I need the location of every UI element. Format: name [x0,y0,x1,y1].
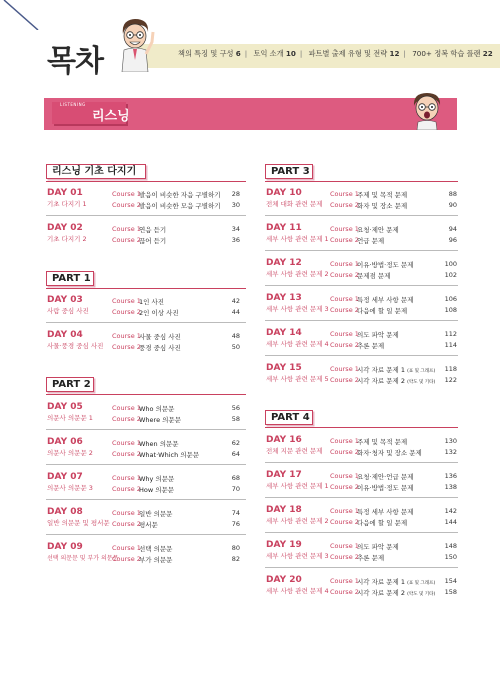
page-header [0,0,500,78]
day-05-course-2-title[interactable]: Where 의문문 [139,416,181,424]
day-10-label: DAY 10 [266,188,302,198]
day-13-course-2-title[interactable]: 다음에 할 일 문제 [357,307,408,315]
day-03-course-2-title[interactable]: 2인 이상 사진 [139,309,179,317]
day-03-course-1-page: 42 [231,297,240,305]
section-rule [265,181,458,182]
day-18-subtitle: 세부 사항 관련 문제 2 [266,517,329,525]
divider [46,464,246,465]
banner-subtitle: LISTENING [60,102,86,107]
day-05-subtitle: 의문사 의문문 1 [47,414,93,422]
day-14-course-1-label: Course 1 [330,330,359,338]
day-07-course-1-page: 68 [231,474,240,482]
day-09-subtitle: 선택 의문문 및 부가 의문문 [47,555,119,562]
day-02-course-1-page: 34 [231,225,240,233]
day-06-course-1-page: 62 [231,439,240,447]
day-10-course-1-page: 88 [448,190,457,198]
day-20-course-2-page: 158 [444,588,457,596]
day-16-course-1-label: Course 1 [330,437,359,445]
day-20-course-1-label: Course 1 [330,577,359,585]
day-07-label: DAY 07 [47,472,83,482]
day-07-course-1-title[interactable]: Why 의문문 [139,475,175,483]
day-19-course-2-title[interactable]: 추론 문제 [357,554,385,562]
day-18-course-2-label: Course 2 [330,518,359,526]
day-18-course-1-page: 142 [444,507,457,515]
day-10-course-1-label: Course 1 [330,190,359,198]
day-14-label: DAY 14 [266,328,302,338]
day-18-course-1-title[interactable]: 특정 세부 사항 문제 [357,508,414,516]
day-01-course-1-page: 28 [231,190,240,198]
divider [265,215,458,216]
divider [265,462,458,463]
day-14-course-2-page: 114 [444,341,457,349]
day-01-course-2-label: Course 2 [112,201,141,209]
divider [265,497,458,498]
day-20-course-2-title-note: (약도 및 기타) [407,592,436,597]
day-19-course-2-label: Course 2 [330,553,359,561]
day-10-course-2-page: 90 [448,201,457,209]
day-11-course-2-title[interactable]: 언급 문제 [357,237,385,245]
divider [265,567,458,568]
day-05-label: DAY 05 [47,402,83,412]
day-10-course-2-title[interactable]: 화자 및 장소 문제 [357,202,408,210]
day-13-course-1-title[interactable]: 특정 세부 사항 문제 [357,296,414,304]
day-08-label: DAY 08 [47,507,83,517]
day-15-course-2-label: Course 2 [330,376,359,384]
day-03-label: DAY 03 [47,295,83,305]
day-01-course-2-page: 30 [231,201,240,209]
day-08-course-1-label: Course 1 [112,509,141,517]
day-06-label: DAY 06 [47,437,83,447]
day-02-course-2-label: Course 2 [112,236,141,244]
section-part-4: PART 4 [265,410,313,425]
day-15-course-2-title-text: 시각 자료 문제 2 [357,377,406,385]
day-19-course-1-page: 148 [444,542,457,550]
day-16-course-1-page: 130 [444,437,457,445]
section-rule [46,181,246,182]
day-02-label: DAY 02 [47,223,83,233]
day-05-course-1-title[interactable]: Who 의문문 [139,405,175,413]
day-09-course-1-title[interactable]: 선택 의문문 [139,545,173,553]
section-rule [265,427,458,428]
day-03-course-2-label: Course 2 [112,308,141,316]
section-part-1: PART 1 [46,271,94,286]
day-14-subtitle: 세부 사항 관련 문제 4 [266,340,329,348]
day-20-label: DAY 20 [266,575,302,585]
day-08-course-2-page: 76 [231,520,240,528]
day-19-label: DAY 19 [266,540,302,550]
day-11-course-1-label: Course 1 [330,225,359,233]
day-20-course-1-page: 154 [444,577,457,585]
day-17-course-2-label: Course 2 [330,483,359,491]
day-15-course-1-page: 118 [444,365,457,373]
nav-features[interactable]: 책의 특징 및 구성 [178,49,234,58]
day-13-subtitle: 세부 사항 관련 문제 3 [266,305,329,313]
day-09-course-1-page: 80 [231,544,240,552]
day-06-subtitle: 의문사 의문문 2 [47,449,93,457]
day-15-course-1-title[interactable] [357,365,435,374]
day-20-course-1-title[interactable] [357,577,435,586]
day-15-course-2-page: 122 [444,376,457,384]
day-12-course-1-title[interactable]: 이유·방법·정도 문제 [357,261,414,269]
day-01-course-2-title[interactable]: 발음이 비슷한 모음 구별하기 [139,202,221,210]
day-16-subtitle: 전체 지문 관련 문제 [266,447,323,455]
day-14-course-2-title[interactable]: 추론 문제 [357,342,385,350]
day-17-course-1-label: Course 1 [330,472,359,480]
day-11-course-1-page: 94 [448,225,457,233]
day-20-subtitle: 세부 사항 관련 문제 4 [266,587,329,595]
day-10-course-1-title[interactable]: 주제 및 목적 문제 [357,191,408,199]
day-18-course-2-page: 144 [444,518,457,526]
day-14-course-1-title[interactable]: 의도 파악 문제 [357,331,399,339]
day-06-course-2-page: 64 [231,450,240,458]
day-18-course-1-label: Course 1 [330,507,359,515]
day-17-course-2-title[interactable]: 이유·방법·정도 문제 [357,484,414,492]
divider [265,355,458,356]
day-06-course-2-label: Course 2 [112,450,141,458]
day-08-subtitle: 일반 의문문 및 평서문 [47,519,110,527]
day-08-course-2-title[interactable]: 평서문 [139,521,158,529]
day-19-subtitle: 세부 사항 관련 문제 3 [266,552,329,560]
corner-decoration [0,0,40,30]
day-11-course-2-label: Course 2 [330,236,359,244]
day-06-course-1-title[interactable]: When 의문문 [139,440,179,448]
day-20-course-2-title-text: 시각 자료 문제 2 [357,589,406,597]
day-16-label: DAY 16 [266,435,302,445]
day-02-course-2-page: 36 [231,236,240,244]
day-06-course-2-title[interactable]: What·Which 의문문 [139,451,200,459]
day-11-course-1-title[interactable]: 요청·제안 문제 [357,226,399,234]
day-15-course-1-title-note: (표 및 그래프) [407,369,436,374]
day-05-course-1-label: Course 1 [112,404,141,412]
day-04-course-1-title[interactable]: 사물 중심 사진 [139,333,181,341]
day-07-course-2-label: Course 2 [112,485,141,493]
divider [46,499,246,500]
nav-study-plan[interactable]: 700+ 정복 학습 플랜 [412,49,481,58]
divider [46,429,246,430]
day-20-course-2-title[interactable] [357,588,435,597]
day-19-course-2-page: 150 [444,553,457,561]
day-15-course-1-title-text: 시각 자료 문제 1 [357,366,406,374]
divider [46,215,246,216]
teacher-face-icon [410,90,444,130]
day-16-course-2-title[interactable]: 화자·청자 및 장소 문제 [357,449,422,457]
day-12-subtitle: 세부 사항 관련 문제 2 [266,270,329,278]
day-13-course-1-page: 106 [444,295,457,303]
day-09-course-2-page: 82 [231,555,240,563]
day-18-label: DAY 18 [266,505,302,515]
divider [46,322,246,323]
day-02-subtitle: 기초 다지기 2 [47,235,87,243]
day-03-course-1-title[interactable]: 1인 사진 [139,298,165,306]
day-08-course-2-label: Course 2 [112,520,141,528]
day-14-course-1-page: 112 [444,330,457,338]
section-rule [46,394,246,395]
day-09-label: DAY 09 [47,542,83,552]
day-08-course-1-page: 74 [231,509,240,517]
day-12-course-2-page: 102 [444,271,457,279]
day-13-course-2-page: 108 [444,306,457,314]
banner-title: 리스닝 [92,109,130,124]
day-04-subtitle: 사물·풍경 중심 사진 [47,342,104,350]
day-12-course-2-title[interactable]: 문제점 문제 [357,272,391,280]
day-15-course-2-title-note: (약도 및 기타) [407,380,436,385]
day-10-subtitle: 전체 대화 관련 문제 [266,200,323,208]
day-08-course-1-title[interactable]: 일반 의문문 [139,510,173,518]
day-11-course-2-page: 96 [448,236,457,244]
day-01-course-1-title[interactable]: 발음이 비슷한 자음 구별하기 [139,191,221,199]
day-13-label: DAY 13 [266,293,302,303]
day-01-label: DAY 01 [47,188,83,198]
day-13-course-2-label: Course 2 [330,306,359,314]
header-nav: 책의 특징 및 구성 6 | 토익 소개 10 | 파트별 출제 유형 및 전략 12 | 700+ 정복 학습 플랜 22 [178,49,493,58]
day-03-course-1-label: Course 1 [112,297,141,305]
day-18-course-2-title[interactable]: 다음에 할 일 문제 [357,519,408,527]
day-02-course-1-title[interactable]: 연음 듣기 [139,226,167,234]
day-17-subtitle: 세부 사항 관련 문제 1 [266,482,329,490]
day-04-course-2-title[interactable]: 풍경 중심 사진 [139,344,181,352]
day-20-course-1-title-note: (표 및 그래프) [407,581,436,586]
day-04-course-1-label: Course 1 [112,332,141,340]
day-07-subtitle: 의문사 의문문 3 [47,484,93,492]
nav-study-plan-page: 22 [482,49,493,58]
day-17-course-2-page: 138 [444,483,457,491]
day-20-course-1-title-text: 시각 자료 문제 1 [357,578,406,586]
divider [265,285,458,286]
day-02-course-1-label: Course 1 [112,225,141,233]
nav-toeic-intro-page: 10 [285,49,296,58]
nav-part-strategy-page: 12 [389,49,400,58]
day-11-subtitle: 세부 사항 관련 문제 1 [266,235,329,243]
day-10-course-2-label: Course 2 [330,201,359,209]
divider [265,250,458,251]
page-title: 목차 [47,44,103,79]
section-basics: 리스닝 기초 다지기 [46,164,146,179]
day-15-subtitle: 세부 사항 관련 문제 5 [266,375,329,383]
day-06-course-1-label: Course 1 [112,439,141,447]
day-12-label: DAY 12 [266,258,302,268]
day-11-label: DAY 11 [266,223,302,233]
day-07-course-2-page: 70 [231,485,240,493]
day-17-course-1-title[interactable]: 요청·제안·언급 문제 [357,473,414,481]
teacher-mascot-icon [117,14,155,72]
day-17-label: DAY 17 [266,470,302,480]
day-02-course-2-title[interactable]: 끊어 듣기 [139,237,167,245]
day-03-course-2-page: 44 [231,308,240,316]
day-03-subtitle: 사람 중심 사진 [47,307,89,315]
day-19-course-1-label: Course 1 [330,542,359,550]
day-01-subtitle: 기초 다지기 1 [47,200,87,208]
day-12-course-1-label: Course 1 [330,260,359,268]
section-rule [46,288,246,289]
section-part-2: PART 2 [46,377,94,392]
day-07-course-2-title[interactable]: How 의문문 [139,486,175,494]
section-part-3: PART 3 [265,164,313,179]
day-16-course-2-label: Course 2 [330,448,359,456]
day-05-course-2-label: Course 2 [112,415,141,423]
day-17-course-1-page: 136 [444,472,457,480]
day-13-course-1-label: Course 1 [330,295,359,303]
day-12-course-1-page: 100 [444,260,457,268]
day-12-course-2-label: Course 2 [330,271,359,279]
divider [46,534,246,535]
nav-features-page: 6 [235,49,241,58]
day-19-course-1-title[interactable]: 의도 파악 문제 [357,543,399,551]
day-04-course-2-label: Course 2 [112,343,141,351]
nav-part-strategy[interactable]: 파트별 출제 유형 및 전략 [308,49,388,58]
day-15-course-2-title[interactable] [357,376,435,385]
day-04-label: DAY 04 [47,330,83,340]
day-15-label: DAY 15 [266,363,302,373]
day-14-course-2-label: Course 2 [330,341,359,349]
day-04-course-2-page: 50 [231,343,240,351]
day-04-course-1-page: 48 [231,332,240,340]
divider [265,532,458,533]
day-07-course-1-label: Course 1 [112,474,141,482]
day-09-course-1-label: Course 1 [112,544,141,552]
divider [265,320,458,321]
day-05-course-1-page: 56 [231,404,240,412]
day-05-course-2-page: 58 [231,415,240,423]
day-16-course-2-page: 132 [444,448,457,456]
day-09-course-2-label: Course 2 [112,555,141,563]
day-15-course-1-label: Course 1 [330,365,359,373]
day-09-course-2-title[interactable]: 부가 의문문 [139,556,173,564]
day-01-course-1-label: Course 1 [112,190,141,198]
day-20-course-2-label: Course 2 [330,588,359,596]
day-16-course-1-title[interactable]: 주제 및 목적 문제 [357,438,408,446]
nav-toeic-intro[interactable]: 토익 소개 [253,49,284,58]
